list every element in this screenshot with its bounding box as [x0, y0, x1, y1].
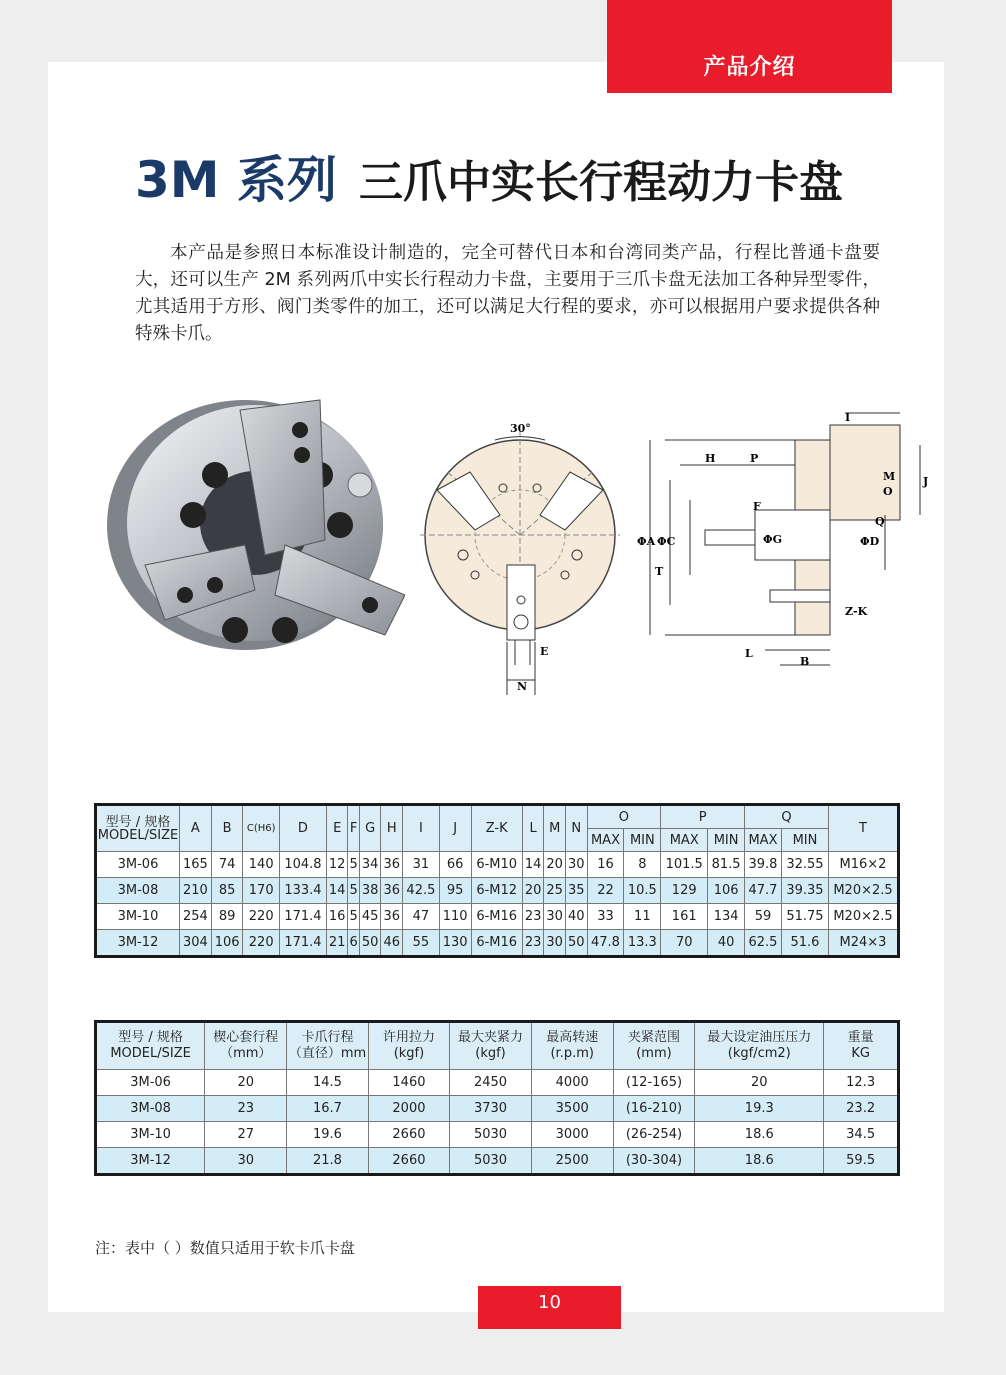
- table1-col-header: Z-K: [471, 805, 522, 852]
- sub-max: MAX: [661, 829, 708, 852]
- table-cell: 3M-12: [96, 930, 180, 957]
- table1-group-q: Q: [745, 805, 829, 829]
- table-cell: 62.5: [745, 930, 782, 957]
- table-cell: 23: [522, 930, 544, 957]
- table-cell: 40: [565, 904, 587, 930]
- sub-min: MIN: [781, 829, 828, 852]
- side-label-m: M: [883, 470, 896, 483]
- table-cell: 25: [544, 878, 566, 904]
- table-cell: 12.3: [824, 1070, 899, 1096]
- table-cell: 14: [522, 852, 544, 878]
- table-cell: 2660: [368, 1122, 450, 1148]
- sub-max: MAX: [745, 829, 782, 852]
- table-cell: 18.6: [695, 1122, 824, 1148]
- table-row: [96, 1148, 899, 1175]
- table-cell: 70: [661, 930, 708, 957]
- table-cell: 46: [381, 930, 403, 957]
- table-cell: (16-210): [613, 1096, 695, 1122]
- table-cell: 23.2: [824, 1096, 899, 1122]
- table-cell: 3000: [531, 1122, 613, 1148]
- table-cell: 45: [359, 904, 381, 930]
- table-cell: 3M-08: [96, 1096, 205, 1122]
- side-label-a: ΦA: [637, 535, 656, 548]
- table-cell: 50: [359, 930, 381, 957]
- table1-col-header: D: [279, 805, 326, 852]
- table-cell: (26-254): [613, 1122, 695, 1148]
- table-cell: 20: [544, 852, 566, 878]
- sub-min: MIN: [624, 829, 661, 852]
- side-label-q: Q: [875, 515, 885, 528]
- table-cell: M20×2.5: [829, 878, 899, 904]
- table-cell: 220: [243, 904, 279, 930]
- table-cell: 47.8: [587, 930, 624, 957]
- table-cell: 32.55: [781, 852, 828, 878]
- table-cell: 81.5: [708, 852, 745, 878]
- table-cell: 6: [348, 930, 359, 957]
- side-view-diagram: [635, 405, 935, 680]
- footnote: 注：表中（ ）数值只适用于软卡爪卡盘: [95, 1239, 355, 1257]
- table-cell: M24×3: [829, 930, 899, 957]
- table1-col-header: H: [381, 805, 403, 852]
- sub-min: MIN: [708, 829, 745, 852]
- table2-col-header: 最大夹紧力 (kgf): [450, 1022, 532, 1070]
- table2-col-header: 楔心套行程 （mm）: [205, 1022, 287, 1070]
- side-label-p: P: [750, 452, 759, 465]
- front-label-e: E: [540, 645, 549, 658]
- table-cell: 3M-06: [96, 852, 180, 878]
- table-cell: 5030: [450, 1122, 532, 1148]
- table-cell: 66: [439, 852, 471, 878]
- table-cell: 10.5: [624, 878, 661, 904]
- table-cell: 171.4: [279, 930, 326, 957]
- page-number: 10: [478, 1286, 621, 1329]
- table-cell: 36: [381, 852, 403, 878]
- table-cell: 59.5: [824, 1148, 899, 1175]
- table-cell: 140: [243, 852, 279, 878]
- table-cell: 74: [211, 852, 243, 878]
- table1-col-header: I: [403, 805, 440, 852]
- table1-col-header: M: [544, 805, 566, 852]
- table-cell: 12: [326, 852, 348, 878]
- table-cell: 101.5: [661, 852, 708, 878]
- table-cell: 36: [381, 878, 403, 904]
- table-row: [96, 930, 899, 957]
- table-cell: 171.4: [279, 904, 326, 930]
- table-cell: 3500: [531, 1096, 613, 1122]
- side-label-zk: Z-K: [845, 605, 868, 618]
- table-cell: 47: [403, 904, 440, 930]
- side-label-h: H: [705, 452, 716, 465]
- table-cell: 38: [359, 878, 381, 904]
- table-row: [96, 852, 899, 878]
- table-cell: 20: [522, 878, 544, 904]
- table-cell: 39.8: [745, 852, 782, 878]
- table-cell: 170: [243, 878, 279, 904]
- table-cell: 89: [211, 904, 243, 930]
- side-label-j: J: [923, 475, 929, 488]
- side-label-d: ΦD: [860, 535, 880, 548]
- table-cell: 19.6: [287, 1122, 368, 1148]
- table-cell: 21.8: [287, 1148, 368, 1175]
- table-cell: 110: [439, 904, 471, 930]
- front-view-diagram: [415, 410, 625, 700]
- side-label-o: O: [883, 485, 893, 498]
- table-cell: 59: [745, 904, 782, 930]
- table1-col-header: N: [565, 805, 587, 852]
- table-cell: 2450: [450, 1070, 532, 1096]
- table-cell: 13.3: [624, 930, 661, 957]
- table-cell: 47.7: [745, 878, 782, 904]
- angle-label: 30°: [510, 422, 531, 435]
- table1-col-t: T: [829, 805, 899, 852]
- table-row: [96, 878, 899, 904]
- table-cell: M16×2: [829, 852, 899, 878]
- table-cell: 36: [381, 904, 403, 930]
- table-cell: (12-165): [613, 1070, 695, 1096]
- table-row: [96, 904, 899, 930]
- table1-col-header: J: [439, 805, 471, 852]
- dimension-table: [94, 803, 900, 958]
- table-cell: 23: [522, 904, 544, 930]
- side-label-b: B: [800, 655, 810, 668]
- table-cell: 104.8: [279, 852, 326, 878]
- table-cell: 5: [348, 904, 359, 930]
- side-label-f: F: [753, 500, 761, 513]
- page-title: [135, 140, 843, 212]
- table1-col-header: A: [180, 805, 212, 852]
- table2-col-header: 最高转速 (r.p.m): [531, 1022, 613, 1070]
- table-cell: 50: [565, 930, 587, 957]
- table-cell: 34.5: [824, 1122, 899, 1148]
- table-cell: 3730: [450, 1096, 532, 1122]
- series-name: 3M 系列: [135, 151, 337, 209]
- table-cell: 2660: [368, 1148, 450, 1175]
- table-cell: 6-M16: [471, 930, 522, 957]
- table-cell: 30: [565, 852, 587, 878]
- table-cell: 3M-08: [96, 878, 180, 904]
- table-cell: 35: [565, 878, 587, 904]
- table-cell: 51.6: [781, 930, 828, 957]
- side-label-t: T: [655, 565, 664, 578]
- table-cell: 30: [205, 1148, 287, 1175]
- table2-col-header: 夹紧范围 (mm): [613, 1022, 695, 1070]
- table-cell: 31: [403, 852, 440, 878]
- table-cell: 3M-10: [96, 1122, 205, 1148]
- table-cell: 161: [661, 904, 708, 930]
- table-cell: 4000: [531, 1070, 613, 1096]
- table-cell: (30-304): [613, 1148, 695, 1175]
- table-cell: 6-M10: [471, 852, 522, 878]
- table-cell: 55: [403, 930, 440, 957]
- table-cell: 2000: [368, 1096, 450, 1122]
- table-cell: 130: [439, 930, 471, 957]
- table-cell: 20: [695, 1070, 824, 1096]
- table-cell: 30: [544, 930, 566, 957]
- table-cell: 5: [348, 878, 359, 904]
- table-cell: 22: [587, 878, 624, 904]
- table-cell: 39.35: [781, 878, 828, 904]
- table-cell: 304: [180, 930, 212, 957]
- table1-col-header: F: [348, 805, 359, 852]
- table-cell: 14: [326, 878, 348, 904]
- table-row: [96, 1096, 899, 1122]
- table2-col-header: 型号 / 规格 MODEL/SIZE: [96, 1022, 205, 1070]
- table-cell: 34: [359, 852, 381, 878]
- product-description: 三爪中实长行程动力卡盘: [358, 157, 843, 208]
- table-cell: 18.6: [695, 1148, 824, 1175]
- table-cell: 51.75: [781, 904, 828, 930]
- table2-col-header: 最大设定油压压力 (kgf/cm2): [695, 1022, 824, 1070]
- table1-col-header: C(H6): [243, 805, 279, 852]
- table-cell: 27: [205, 1122, 287, 1148]
- table-row: [96, 1122, 899, 1148]
- table1-col-header: E: [326, 805, 348, 852]
- table-cell: 14.5: [287, 1070, 368, 1096]
- table1-group-p: P: [661, 805, 745, 829]
- table-cell: 20: [205, 1070, 287, 1096]
- table-cell: 220: [243, 930, 279, 957]
- table-cell: 16: [326, 904, 348, 930]
- table-cell: 11: [624, 904, 661, 930]
- table-row: [96, 1070, 899, 1096]
- table-cell: 254: [180, 904, 212, 930]
- table-cell: 23: [205, 1096, 287, 1122]
- table-cell: 19.3: [695, 1096, 824, 1122]
- table1-group-o: O: [587, 805, 661, 829]
- table-cell: 85: [211, 878, 243, 904]
- table-cell: 2500: [531, 1148, 613, 1175]
- performance-table: [94, 1020, 900, 1176]
- table-cell: 134: [708, 904, 745, 930]
- table1-model-header: 型号 / 规格 MODEL/SIZE: [96, 805, 180, 852]
- side-label-l: L: [745, 647, 753, 660]
- table-cell: 33: [587, 904, 624, 930]
- section-tab: 产品介绍: [607, 0, 892, 93]
- table1-col-header: G: [359, 805, 381, 852]
- table-cell: 129: [661, 878, 708, 904]
- table-cell: 133.4: [279, 878, 326, 904]
- table1-col-header: B: [211, 805, 243, 852]
- table-cell: 16: [587, 852, 624, 878]
- table-cell: 16.7: [287, 1096, 368, 1122]
- sub-max: MAX: [587, 829, 624, 852]
- table-cell: 5030: [450, 1148, 532, 1175]
- table-cell: 42.5: [403, 878, 440, 904]
- table-cell: 5: [348, 852, 359, 878]
- intro-paragraph: 本产品是参照日本标准设计制造的，完全可替代日本和台湾同类产品，行程比普通卡盘要大，还可以生产 2M 系列两爪中实长行程动力卡盘，主要用于三爪卡盘无法加工各种异型零件，尤其适用于方形、阀门类零件的加工，还可以满足大行程的要求，亦可以根据用户要求提供各种特殊卡爪。: [135, 243, 880, 344]
- table-cell: M20×2.5: [829, 904, 899, 930]
- table-cell: 210: [180, 878, 212, 904]
- table-cell: 1460: [368, 1070, 450, 1096]
- table-cell: 6-M16: [471, 904, 522, 930]
- table2-col-header: 许用拉力 (kgf): [368, 1022, 450, 1070]
- table1-col-header: L: [522, 805, 544, 852]
- table-cell: 165: [180, 852, 212, 878]
- table-cell: 95: [439, 878, 471, 904]
- table2-col-header: 卡爪行程 （直径）mm: [287, 1022, 368, 1070]
- table-cell: 106: [211, 930, 243, 957]
- table-cell: 6-M12: [471, 878, 522, 904]
- side-label-g: ΦG: [763, 533, 782, 546]
- table-cell: 3M-06: [96, 1070, 205, 1096]
- table-cell: 8: [624, 852, 661, 878]
- table-cell: 106: [708, 878, 745, 904]
- table-cell: 3M-12: [96, 1148, 205, 1175]
- side-label-i: I: [845, 411, 851, 424]
- side-label-c: ΦC: [657, 535, 676, 548]
- table-cell: 21: [326, 930, 348, 957]
- table-cell: 30: [544, 904, 566, 930]
- front-label-n: N: [517, 680, 528, 693]
- table2-col-header: 重量 KG: [824, 1022, 899, 1070]
- table-cell: 3M-10: [96, 904, 180, 930]
- table-cell: 40: [708, 930, 745, 957]
- chuck-photo: [105, 395, 405, 660]
